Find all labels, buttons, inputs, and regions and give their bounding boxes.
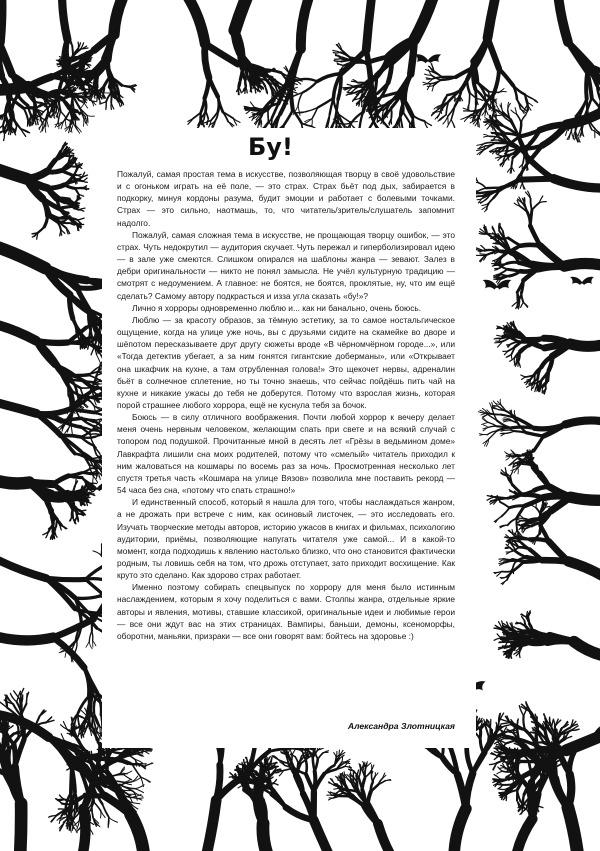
branch <box>568 807 578 851</box>
branch <box>521 293 523 302</box>
branch <box>245 88 246 94</box>
branch <box>488 198 494 204</box>
branch <box>0 168 27 179</box>
branch <box>354 84 364 86</box>
branch <box>489 136 498 137</box>
branch <box>93 476 97 482</box>
branch <box>508 238 520 246</box>
branch <box>31 116 32 124</box>
branch <box>58 122 59 129</box>
branch <box>499 264 507 265</box>
branch <box>114 0 124 34</box>
branch <box>83 178 88 181</box>
branch <box>28 77 51 87</box>
branch <box>480 740 483 753</box>
branch <box>65 120 66 127</box>
branch <box>52 77 68 81</box>
branch <box>554 179 600 188</box>
branch <box>451 120 455 128</box>
branch <box>335 59 342 60</box>
branch <box>501 103 503 112</box>
branch <box>205 78 209 99</box>
branch <box>516 819 532 851</box>
branch <box>73 820 74 829</box>
branch <box>475 89 476 104</box>
branch <box>87 116 94 117</box>
branch <box>301 79 317 81</box>
branch <box>478 183 486 189</box>
branch <box>476 104 477 114</box>
branch <box>251 788 260 789</box>
branch <box>0 246 45 268</box>
branch <box>427 79 433 80</box>
branch <box>314 820 330 851</box>
branch <box>81 510 86 511</box>
branch <box>69 155 73 156</box>
branch <box>204 111 206 119</box>
branch <box>74 95 83 96</box>
branch <box>292 749 296 755</box>
branch <box>521 302 524 307</box>
branch <box>378 824 392 851</box>
branch <box>24 108 28 119</box>
branch <box>301 0 310 49</box>
branch <box>466 773 473 809</box>
branch <box>250 102 254 108</box>
branch <box>350 777 352 784</box>
branch <box>53 524 54 533</box>
branch <box>263 823 268 851</box>
branch <box>67 90 73 91</box>
branch <box>298 106 300 116</box>
branch <box>92 631 93 641</box>
branch <box>337 63 344 66</box>
branch <box>122 85 130 86</box>
branch <box>71 767 72 793</box>
branch <box>78 218 85 220</box>
branch <box>517 721 518 728</box>
branch <box>0 324 36 341</box>
branch <box>53 619 93 637</box>
branch <box>27 172 47 179</box>
branch <box>507 354 512 357</box>
branch <box>306 761 307 775</box>
branch <box>51 494 66 497</box>
branch <box>423 82 431 84</box>
branch <box>488 0 497 38</box>
branch <box>70 166 77 167</box>
branch <box>89 696 90 716</box>
branch <box>467 749 473 773</box>
branch <box>521 115 526 123</box>
branch <box>120 773 127 774</box>
branch <box>530 210 532 226</box>
branch <box>568 774 571 807</box>
branch <box>70 516 72 521</box>
branch <box>494 115 502 116</box>
branch <box>245 79 246 87</box>
branch <box>414 0 434 39</box>
branch <box>334 61 341 62</box>
branch <box>15 767 21 804</box>
branch <box>46 578 85 579</box>
branch <box>89 642 92 649</box>
branch <box>86 642 89 648</box>
branch <box>109 818 117 822</box>
branch <box>75 480 76 486</box>
branch <box>0 636 53 640</box>
branch <box>186 0 205 44</box>
branch <box>539 202 546 203</box>
branch <box>499 92 507 93</box>
branch <box>375 77 377 92</box>
branch <box>532 203 539 210</box>
branch <box>77 175 81 176</box>
branch <box>285 110 293 124</box>
branch <box>359 778 363 790</box>
branch <box>87 827 88 837</box>
branch <box>84 103 87 108</box>
branch <box>486 110 488 115</box>
branch <box>80 103 84 108</box>
branch <box>371 776 372 783</box>
branch <box>511 158 513 167</box>
branch <box>291 86 293 110</box>
branch <box>0 558 46 578</box>
branch <box>94 802 101 811</box>
branch <box>71 174 77 175</box>
branch <box>66 497 76 498</box>
branch <box>3 736 4 751</box>
branch <box>91 468 97 469</box>
branch <box>486 727 489 738</box>
branch <box>517 114 522 122</box>
branch <box>78 77 86 78</box>
branch <box>93 786 94 802</box>
branch <box>69 473 82 476</box>
branch <box>0 87 28 90</box>
branch <box>498 238 508 239</box>
branch <box>72 116 73 121</box>
branch <box>79 210 84 212</box>
branch <box>558 0 568 42</box>
branch <box>89 631 92 642</box>
branch <box>454 809 466 851</box>
branch <box>75 792 76 808</box>
branch <box>273 783 278 785</box>
branch <box>586 71 587 99</box>
branch <box>334 753 337 758</box>
branch <box>334 788 339 789</box>
branch <box>93 430 102 431</box>
branch <box>230 773 234 777</box>
branch <box>523 716 525 730</box>
branch <box>357 782 358 792</box>
branch <box>427 86 433 87</box>
branch <box>39 227 45 232</box>
branch <box>538 266 564 269</box>
branch <box>413 115 425 121</box>
branch <box>508 269 521 271</box>
branch <box>366 0 372 50</box>
branch <box>90 435 92 443</box>
branch <box>135 789 144 793</box>
branch <box>494 69 499 94</box>
branch <box>58 198 69 199</box>
branch <box>72 509 73 516</box>
branch <box>268 110 269 121</box>
branch <box>106 93 111 102</box>
branch <box>0 480 29 483</box>
branch <box>97 356 101 364</box>
branch <box>318 753 323 759</box>
branch <box>440 115 446 121</box>
branch <box>499 768 505 769</box>
branch <box>20 804 21 851</box>
branch <box>205 44 238 64</box>
branch <box>26 694 27 704</box>
branch <box>108 34 114 60</box>
branch <box>303 81 318 92</box>
branch <box>312 119 313 127</box>
branch <box>531 199 532 210</box>
branch <box>131 814 144 851</box>
branch <box>90 434 98 435</box>
branch <box>51 816 56 823</box>
branch <box>201 112 202 121</box>
branch <box>132 798 144 799</box>
branch <box>489 92 499 93</box>
branch <box>511 354 512 359</box>
branch <box>500 269 508 274</box>
branch <box>528 158 554 179</box>
branch <box>78 715 85 719</box>
branch <box>497 771 503 774</box>
branch <box>473 67 475 89</box>
branch <box>523 155 524 163</box>
branch <box>93 551 101 555</box>
branch <box>485 251 496 256</box>
branch <box>201 98 205 112</box>
branch <box>75 596 99 598</box>
branch <box>522 377 526 379</box>
branch <box>269 748 291 751</box>
branch <box>85 94 91 95</box>
branch <box>82 473 91 474</box>
branch <box>477 99 483 101</box>
branch <box>97 74 98 87</box>
branch <box>570 344 600 346</box>
branch <box>473 753 484 773</box>
branch <box>295 757 298 764</box>
branch <box>58 221 65 222</box>
branch <box>83 181 88 182</box>
branch <box>135 785 144 789</box>
branch <box>62 0 67 39</box>
branch <box>75 188 82 189</box>
branch <box>206 800 216 851</box>
branch <box>100 329 101 335</box>
branch <box>261 801 264 824</box>
branch <box>120 785 135 789</box>
branch <box>564 263 600 266</box>
branch <box>434 71 442 77</box>
branch <box>481 245 486 250</box>
branch <box>486 250 497 251</box>
branch <box>0 402 36 413</box>
branch <box>499 69 513 86</box>
branch <box>4 722 5 732</box>
branch <box>313 758 315 771</box>
branch <box>61 111 67 119</box>
branch <box>502 275 510 276</box>
branch <box>537 717 538 724</box>
branch <box>44 216 47 227</box>
branch <box>235 0 248 30</box>
branch <box>56 519 57 526</box>
branch <box>302 123 313 126</box>
branch <box>368 792 371 805</box>
branch <box>53 638 84 668</box>
branch <box>428 70 431 76</box>
